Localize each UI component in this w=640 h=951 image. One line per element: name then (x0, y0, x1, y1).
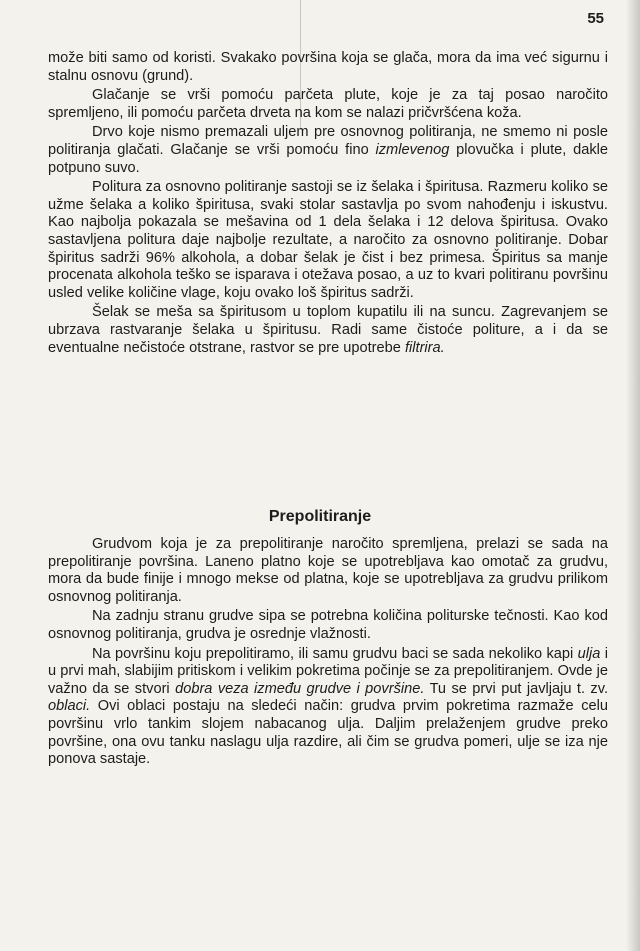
text-block-bottom (48, 536, 608, 769)
emphasis: oblaci. (48, 698, 91, 715)
emphasis: dobra veza između grudve i površine. (175, 680, 425, 697)
paragraph: Na zadnju stranu grudve sipa se potrebna količina politurske tečnosti. Kao kod osnovnog politiranja, grudva je osrednje vlažnosti. (48, 608, 608, 642)
paragraph: Glačanje se vrši pomoću parčeta plute, koje je za taj posao naročito spremljeno, ili pomoću parčeta drveta na kom se nalazi pričvršćena koža. (48, 87, 608, 121)
paragraph: Na površinu koju prepolitiramo, ili samu grudvu baci se sada nekoliko kapi ulja i u prvi mah, slabijim pritiskom i velikim pokretima počinje se za prepolitiranjem. Ovde je važno da se stvori dobra veza između grudve i površine. Tu se prvi put javljaju t. zv. oblaci. Ovi oblaci postaju na sledeći način: grudva prvim pokretima razmaže celu površinu vrlo tankim slojem nabacanog ulja. Daljim prelaženjem grudve preko površine, ona ovu tanku naslagu ulja razdire, ali čim se grudva pomeri, ulje se iza nje ponova sastaje. (48, 645, 608, 768)
paragraph: može biti samo od koristi. Svakako površina koja se glača, mora da ima već sigurnu i stalnu osnovu (grund). (48, 50, 608, 84)
emphasis: ulja (577, 645, 601, 662)
text-block-top (48, 50, 608, 357)
scan-edge-shadow (626, 0, 640, 951)
paragraph: Šelak se meša sa špiritusom u toplom kupatilu ili na suncu. Zagrevanjem se ubrzava rastvaranje šelaka u špiritusu. Radi same čistoće politure, a i da se eventualne nečistoće otstrane, rastvor se pre upotrebe filtrira. (48, 304, 608, 356)
paragraph: Grudvom koja je za prepolitiranje naročito spremljena, prelazi se sada na prepolitiranje površina. Laneno platno koje se upotrebljava kao omotač za grudvu, mora da bude finije i mnogo mekse od platna, koje se upotrebljava za grudvu prilikom osnovnog politiranja. (48, 536, 608, 605)
paragraph: Politura za osnovno politiranje sastoji se iz šelaka i špiritusa. Razmeru koliko se užme šelaka a koliko špiritusa, svaki stolar sastavlja po svom nahođenju i iskustvu. Kao najbolja pokazala se mešavina od 1 dela šelaka i 12 delova špiritusa. Ovako sastavljena politura daje najbolje rezultate, a naročito za osnovno politiranje. Dobar špiritus sadrži 96% alkohola, a dobar šelak je čist i bez primesa. Špiritus sa manje procenata alkohola teško se isparava i otežava posao, a uz to kvari politiranu površinu usled velike količine vlage, koju ovako loš špiritus sadrži. (48, 179, 608, 301)
emphasis: filtrira. (404, 339, 445, 356)
section-heading: Prepolitiranje (268, 508, 372, 525)
emphasis: izmlevenog (375, 141, 450, 158)
paragraph: Drvo koje nismo premazali uljem pre osnovnog politiranja, ne smemo ni posle politiranja glačati. Glačanje se vrši pomoću fino izmlevenog plovučka i plute, dakle potpuno suvo. (48, 124, 608, 176)
page-number: 55 (587, 10, 604, 27)
